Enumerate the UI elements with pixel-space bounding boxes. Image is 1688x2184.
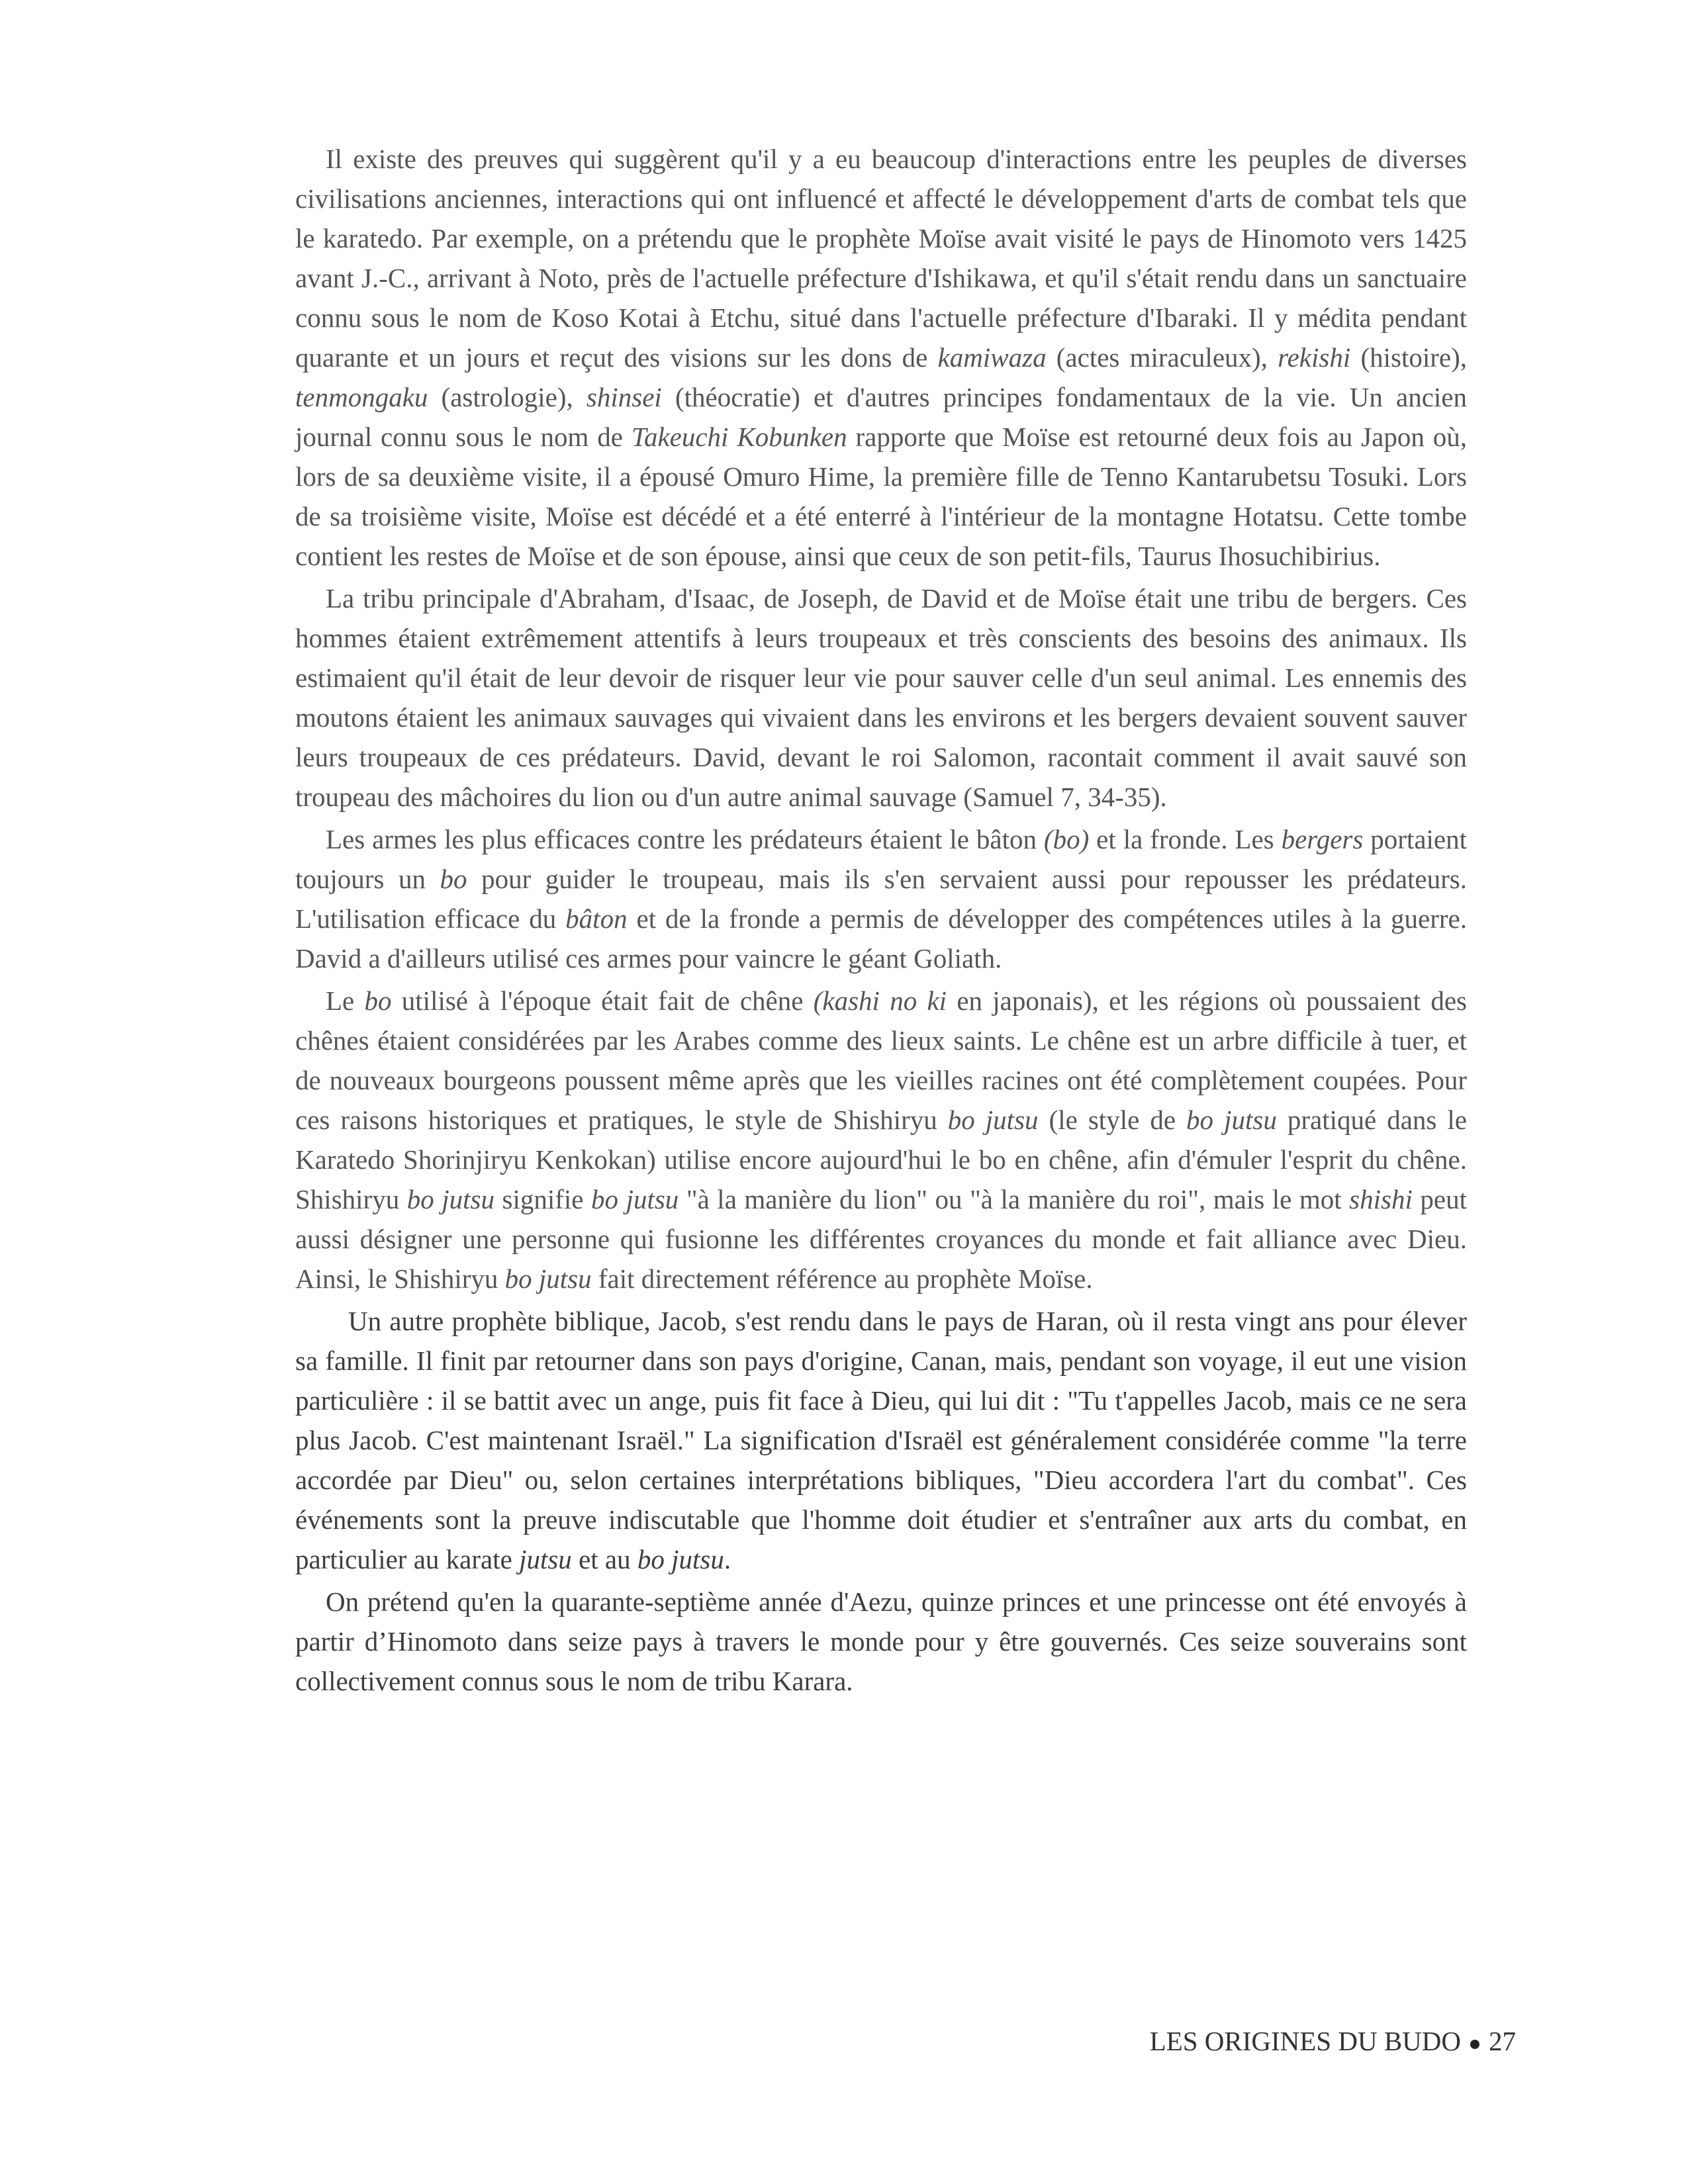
text-run: Un autre prophète biblique, Jacob, s'est rendu dans le pays de Haran, où il resta vingt ans pour élever sa famille. Il finit par retourner dans son pays d'origine, Canan, mais, pendant son voyage, il eut une vision particulière : il se battit avec un ange, puis fit face à Dieu, qui lui dit : "Tu t'appelles Jacob, mais ce ne sera plus Jacob. C'est maintenant Israël." La signification d'Israël est généralement considérée comme "la terre accordée par Dieu" ou, selon certaines interprétations bibliques, "Dieu accordera l'art du combat". Ces événements sont la preuve indiscutable que l'homme doit étudier et s'entraîner aux arts du combat, en particulier au karate [295,1306,1467,1574]
text-run: "à la manière du lion" ou "à la manière du roi", mais le mot [679,1184,1350,1214]
italic-term: Takeuchi Kobunken [631,422,847,452]
text-run: (le style de [1038,1105,1187,1135]
italic-term: bo jutsu [591,1184,679,1214]
italic-term: bo [364,985,392,1016]
text-run: pour guider le troupeau, mais ils s'en servaient aussi pour repousser les prédateurs. L'utilisation efficace du [295,864,1467,934]
page-body [295,139,1467,1704]
text-run: en japonais), et les régions où poussaient des chênes étaient considérées par les Arabes comme des lieux saints. Le chêne est un arbre difficile à tuer, et de nouveaux bourgeons poussent même après que les vieilles racines ont été complètement coupées. Pour ces raisons historiques et pratiques, le style de Shishiryu [295,985,1467,1135]
italic-term: shinsei [586,382,662,412]
paragraph-armes-predateurs [295,819,1467,978]
text-run: Les armes les plus efficaces contre les prédateurs étaient le bâton [326,824,1044,854]
text-run: et au [571,1544,637,1574]
page-footer [993,2025,1516,2057]
text-run: peut aussi désigner une personne qui fusionne les différentes croyances du monde et fait alliance avec Dieu. Ainsi, le Shishiryu [295,1184,1467,1294]
text-run: portaient toujours un [295,824,1467,894]
italic-term: bo jutsu [1186,1105,1277,1135]
text-run: On prétend qu'en la quarante-septième année d'Aezu, quinze princes et une princesse ont été envoyés à partir d’Hinomoto dans seize pays à travers le monde pour y être gouvernés. Ces seize souverains sont collectivement connus sous le nom de tribu Karara. [295,1586,1467,1696]
text-run: et la fronde. Les [1089,824,1282,854]
paragraph-tribu-karara [295,1582,1467,1701]
italic-term: bo jutsu [637,1544,724,1574]
text-run: rapporte que Moïse est retourné deux fois au Japon où, lors de sa deuxième visite, il a épousé Omuro Hime, la première fille de Tenno Kantarubetsu Tosuki. Lors de sa troisième visite, Moïse est décédé et a été enterré à l'intérieur de la montagne Hotatsu. Cette tombe contient les restes de Moïse et de son épouse, ainsi que ceux de son petit-fils, Taurus Ihosuchibirius. [295,422,1468,571]
text-run: utilisé à l'époque était fait de chêne [391,985,814,1016]
text-run: (actes miraculeux), [1046,342,1278,373]
italic-term: bo [440,864,467,894]
paragraph-tribu-bergers [295,578,1467,817]
running-title: LES ORIGINES DU BUDO [1149,2026,1461,2056]
text-run: fait directement référence au prophète Moïse. [591,1263,1093,1294]
italic-term: (bo) [1043,824,1090,854]
text-run: (astrologie), [428,382,586,412]
text-run: pratiqué dans le Karatedo Shorinjiryu Kenkokan) utilise encore aujourd'hui le bo en chêne, afin d'émuler l'esprit du chêne. Shishiryu [295,1105,1467,1214]
text-run: et de la fronde a permis de développer des compétences utiles à la guerre. David a d'ailleurs utilisé ces armes pour vaincre le géant Goliath. [295,903,1467,974]
text-run: Le [326,985,365,1016]
italic-term: bâton [565,903,628,934]
italic-term: shishi [1349,1184,1413,1214]
paragraph-bo-chene [295,981,1467,1298]
italic-term: bo jutsu [504,1263,592,1294]
italic-term: (kashi no ki [813,985,947,1016]
text-run: (théocratie) et d'autres principes fondamentaux de la vie. Un ancien journal connu sous le nom de [295,382,1467,452]
paragraph-moise-hinomoto [295,139,1467,576]
text-run: La tribu principale d'Abraham, d'Isaac, de Joseph, de David et de Moïse était une tribu de bergers. Ces hommes étaient extrêmement attentifs à leurs troupeaux et très conscients des besoins des animaux. Ils estimaient qu'il était de leur devoir de risquer leur vie pour sauver celle d'un seul animal. Les ennemis des moutons étaient les animaux sauvages qui vivaient dans les environs et les bergers devaient souvent sauver leurs troupeaux de ces prédateurs. David, devant le roi Salomon, racontait comment il avait sauvé son troupeau des mâchoires du lion ou d'un autre animal sauvage (Samuel 7, 34-35). [295,583,1467,812]
italic-term: tenmongaku [295,382,428,412]
italic-term: bergers [1281,824,1364,854]
italic-term: rekishi [1278,342,1351,373]
text-run: signifie [494,1184,592,1214]
italic-term: bo jutsu [406,1184,494,1214]
text-run: (histoire), [1350,342,1467,373]
italic-term: bo jutsu [947,1105,1039,1135]
paragraph-jacob [295,1301,1467,1579]
italic-term: jutsu [519,1544,572,1574]
page-number: 27 [1489,2026,1516,2056]
bullet-separator-icon [1470,2040,1479,2049]
italic-term: kamiwaza [937,342,1047,373]
text-run: Il existe des preuves qui suggèrent qu'il y a eu beaucoup d'interactions entre les peuples de diverses civilisations anciennes, interactions qui ont influencé et affecté le développement d'arts de combat tels que le karatedo. Par exemple, on a prétendu que le prophète Moïse avait visité le pays de Hinomoto vers 1425 avant J.-C., arrivant à Noto, près de l'actuelle préfecture d'Ishikawa, et qu'il s'était rendu dans un sanctuaire connu sous le nom de Koso Kotai à Etchu, situé dans l'actuelle préfecture d'Ibaraki. Il y médita pendant quarante et un jours et reçut des visions sur les dons de [295,144,1467,373]
text-run: . [724,1544,731,1574]
